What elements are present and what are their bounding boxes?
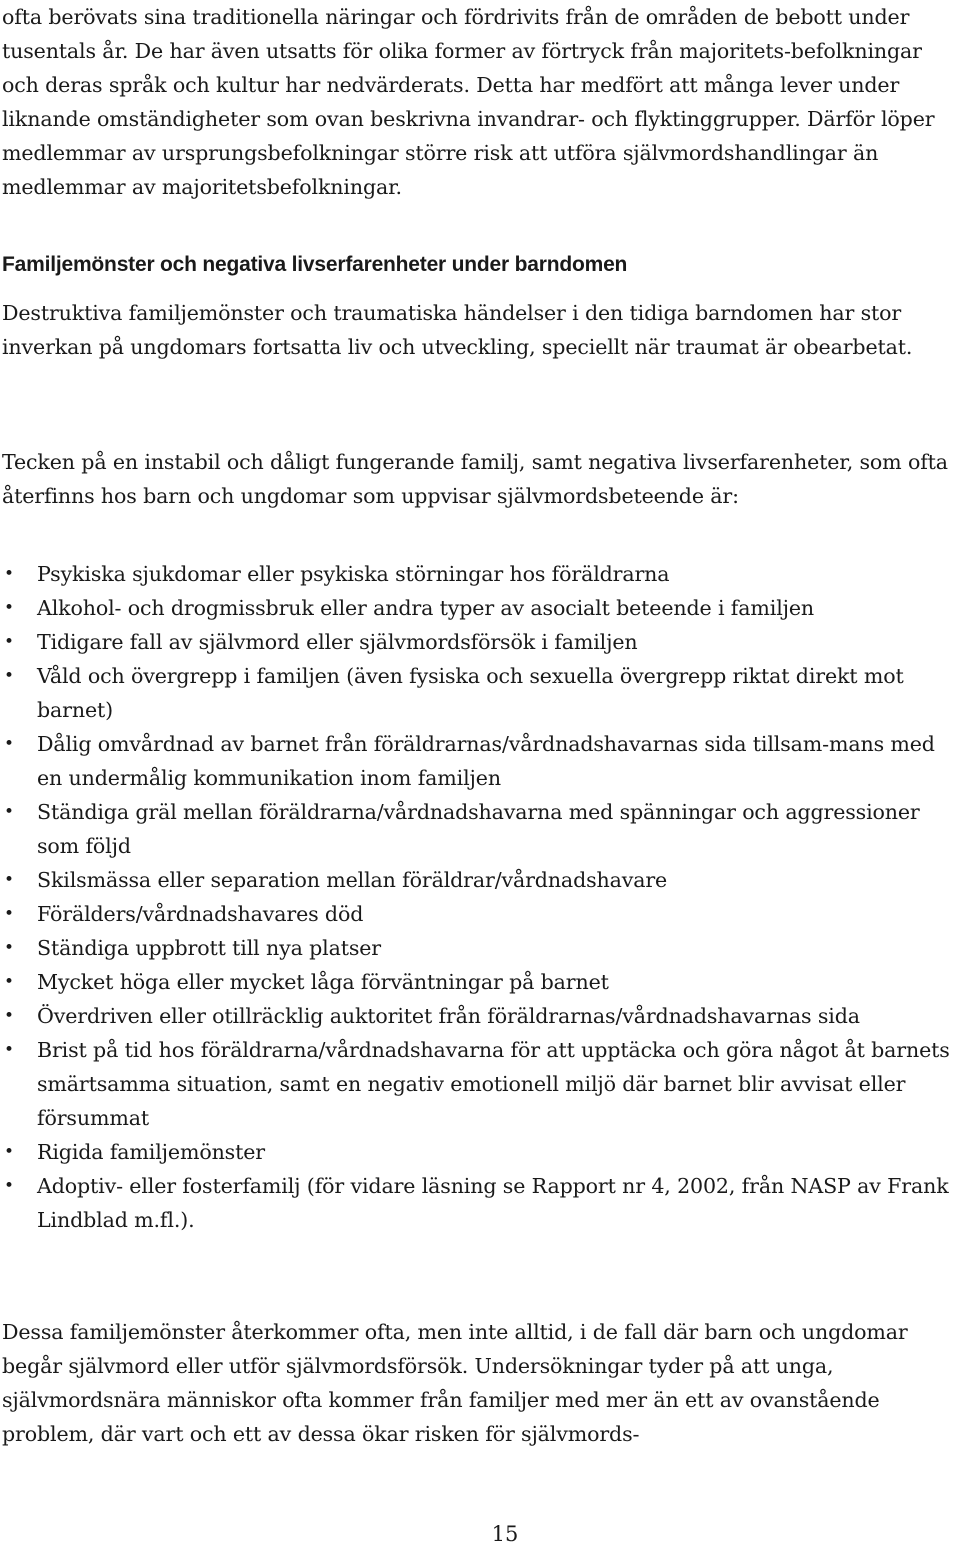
list-item-text: Ständiga gräl mellan föräldrarna/vårdnadshavarna med spänningar och aggressioner som följd bbox=[37, 800, 920, 858]
list-item-text: Våld och övergrepp i familjen (även fysiska och sexuella övergrepp riktat direkt mot barnet) bbox=[37, 664, 904, 722]
list-item-text: Förälders/vårdnadshavares död bbox=[37, 902, 364, 926]
list-item bbox=[0, 999, 960, 1033]
list-item-text: Ständiga uppbrott till nya platser bbox=[37, 936, 381, 960]
signs-paragraph: Tecken på en instabil och dåligt fungerande familj, samt negativa livserfarenheter, som ofta återfinns hos barn och ungdomar som uppvisar självmordsbeteende är: bbox=[2, 450, 948, 508]
list-item-text: Skilsmässa eller separation mellan föräldrar/vårdnadshavare bbox=[37, 868, 668, 892]
conclusion-paragraph: Dessa familjemönster återkommer ofta, men inte alltid, i de fall där barn och ungdomar begår självmord eller utför självmordsförsök. Undersökningar tyder på att unga, självmordsnära människor ofta kommer från familjer med mer än ett av ovanstående problem, där vart och ett av dessa ökar risken för självmords- bbox=[2, 1320, 908, 1446]
intro-paragraph: ofta berövats sina traditionella näringar och fördrivits från de områden de bebott under tusentals år. De har även utsatts för olika former av förtryck från majoritets-befolkningar och deras språk och kultur har nedvärderats. Detta har medfört att många lever under liknande omständigheter som ovan beskrivna invandrar- och flyktinggrupper. Därför löper medlemmar av ursprungsbefolkningar större risk att utföra självmordshandlingar än medlemmar av majoritetsbefolkningar. bbox=[2, 5, 935, 199]
list-item-text: Rigida familjemönster bbox=[37, 1140, 265, 1164]
list-item bbox=[0, 931, 960, 965]
page-number: 15 bbox=[491, 1522, 519, 1546]
list-item-text: Överdriven eller otillräcklig auktoritet från föräldrarnas/vårdnadshavarnas sida bbox=[37, 1004, 860, 1028]
list-item bbox=[0, 659, 960, 727]
bullet-icon: • bbox=[4, 564, 14, 584]
list-item bbox=[0, 965, 960, 999]
bullet-icon: • bbox=[4, 938, 14, 958]
list-item-text: Tidigare fall av självmord eller självmordsförsök i familjen bbox=[37, 630, 638, 654]
bullet-icon: • bbox=[4, 802, 14, 822]
bullet-icon: • bbox=[4, 904, 14, 924]
list-item bbox=[0, 591, 960, 625]
bullet-icon: • bbox=[4, 972, 14, 992]
bullet-icon: • bbox=[4, 598, 14, 618]
bullet-icon: • bbox=[4, 666, 14, 686]
bullet-icon: • bbox=[4, 1040, 14, 1060]
destructive-patterns-paragraph: Destruktiva familjemönster och traumatiska händelser i den tidiga barndomen har stor inverkan på ungdomars fortsatta liv och utveckling, speciellt när traumat är obearbetat. bbox=[2, 301, 913, 359]
list-item bbox=[0, 727, 960, 795]
risk-factor-list bbox=[0, 557, 960, 1237]
list-item bbox=[0, 897, 960, 931]
list-item-text: Alkohol- och drogmissbruk eller andra typer av asocialt beteende i familjen bbox=[37, 596, 815, 620]
bullet-icon: • bbox=[4, 1176, 14, 1196]
list-item bbox=[0, 557, 960, 591]
list-item bbox=[0, 1169, 960, 1237]
list-item bbox=[0, 795, 960, 863]
bullet-icon: • bbox=[4, 870, 14, 890]
list-item-text: Dålig omvårdnad av barnet från föräldrarnas/vårdnadshavarnas sida tillsam-mans med en undermålig kommunikation inom familjen bbox=[37, 732, 935, 790]
bullet-icon: • bbox=[4, 1006, 14, 1026]
bullet-icon: • bbox=[4, 632, 14, 652]
list-item-text: Adoptiv- eller fosterfamilj (för vidare läsning se Rapport nr 4, 2002, från NASP av Frank Lindblad m.fl.). bbox=[37, 1174, 949, 1232]
list-item-text: Mycket höga eller mycket låga förväntningar på barnet bbox=[37, 970, 609, 994]
bullet-icon: • bbox=[4, 734, 14, 754]
list-item-text: Psykiska sjukdomar eller psykiska störningar hos föräldrarna bbox=[37, 562, 670, 586]
list-item bbox=[0, 1033, 960, 1135]
bullet-icon: • bbox=[4, 1142, 14, 1162]
list-item bbox=[0, 863, 960, 897]
list-item bbox=[0, 1135, 960, 1169]
section-heading: Familjemönster och negativa livserfarenheter under barndomen bbox=[2, 253, 628, 276]
list-item bbox=[0, 625, 960, 659]
list-item-text: Brist på tid hos föräldrarna/vårdnadshavarna för att upptäcka och göra något åt barnets smärtsamma situation, samt en negativ emotionell miljö där barnet blir avvisat eller försummat bbox=[37, 1038, 950, 1130]
